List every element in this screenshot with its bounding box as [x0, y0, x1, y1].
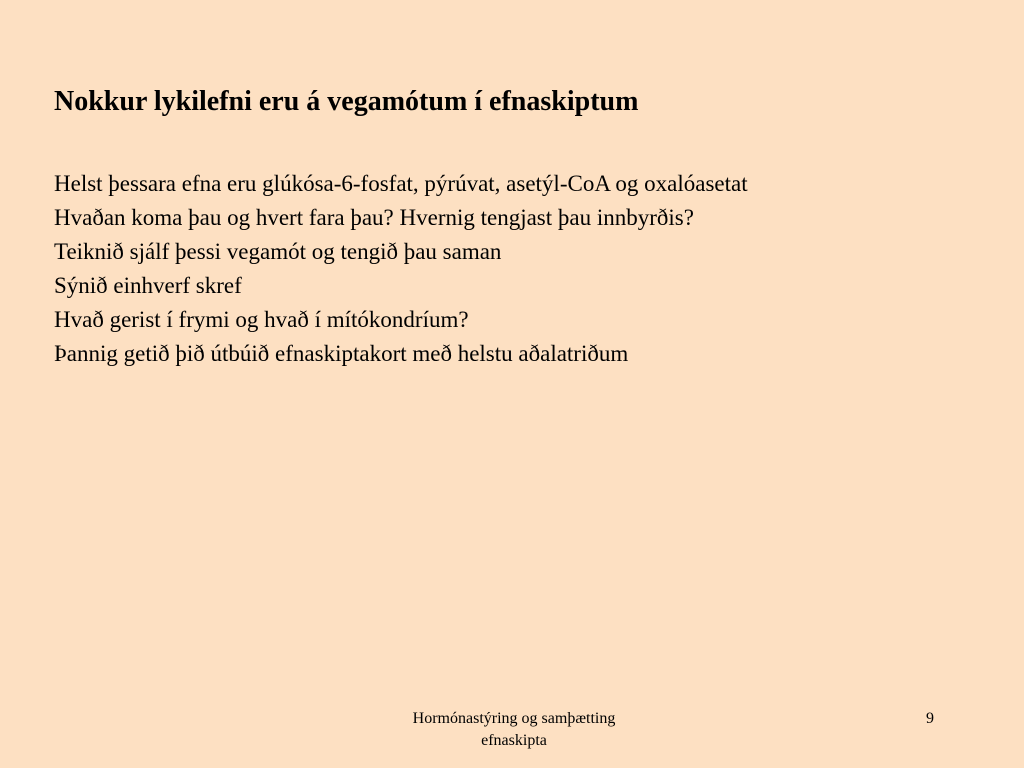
body-line-3: Teiknið sjálf þessi vegamót og tengið þau saman — [54, 239, 502, 264]
slide-body — [54, 167, 748, 371]
slide-title: Nokkur lykilefni eru á vegamótum í efnaskiptum — [54, 86, 639, 117]
page-number: 9 — [926, 710, 934, 727]
body-line-1: Helst þessara efna eru glúkósa-6-fosfat, pýrúvat, asetýl-CoA og oxalóasetat — [54, 171, 748, 196]
body-line-4: Sýnið einhverf skref — [54, 273, 242, 298]
body-line-6: Þannig getið þið útbúið efnaskiptakort með helstu aðalatriðum — [54, 341, 629, 366]
footer-text — [364, 708, 664, 752]
footer-line-1: Hormónastýring og samþætting — [412, 710, 616, 727]
footer-line-2: efnaskipta — [481, 732, 547, 749]
body-line-2: Hvaðan koma þau og hvert fara þau? Hvernig tengjast þau innbyrðis? — [54, 205, 694, 230]
body-line-5: Hvað gerist í frymi og hvað í mítókondríum? — [54, 307, 469, 332]
